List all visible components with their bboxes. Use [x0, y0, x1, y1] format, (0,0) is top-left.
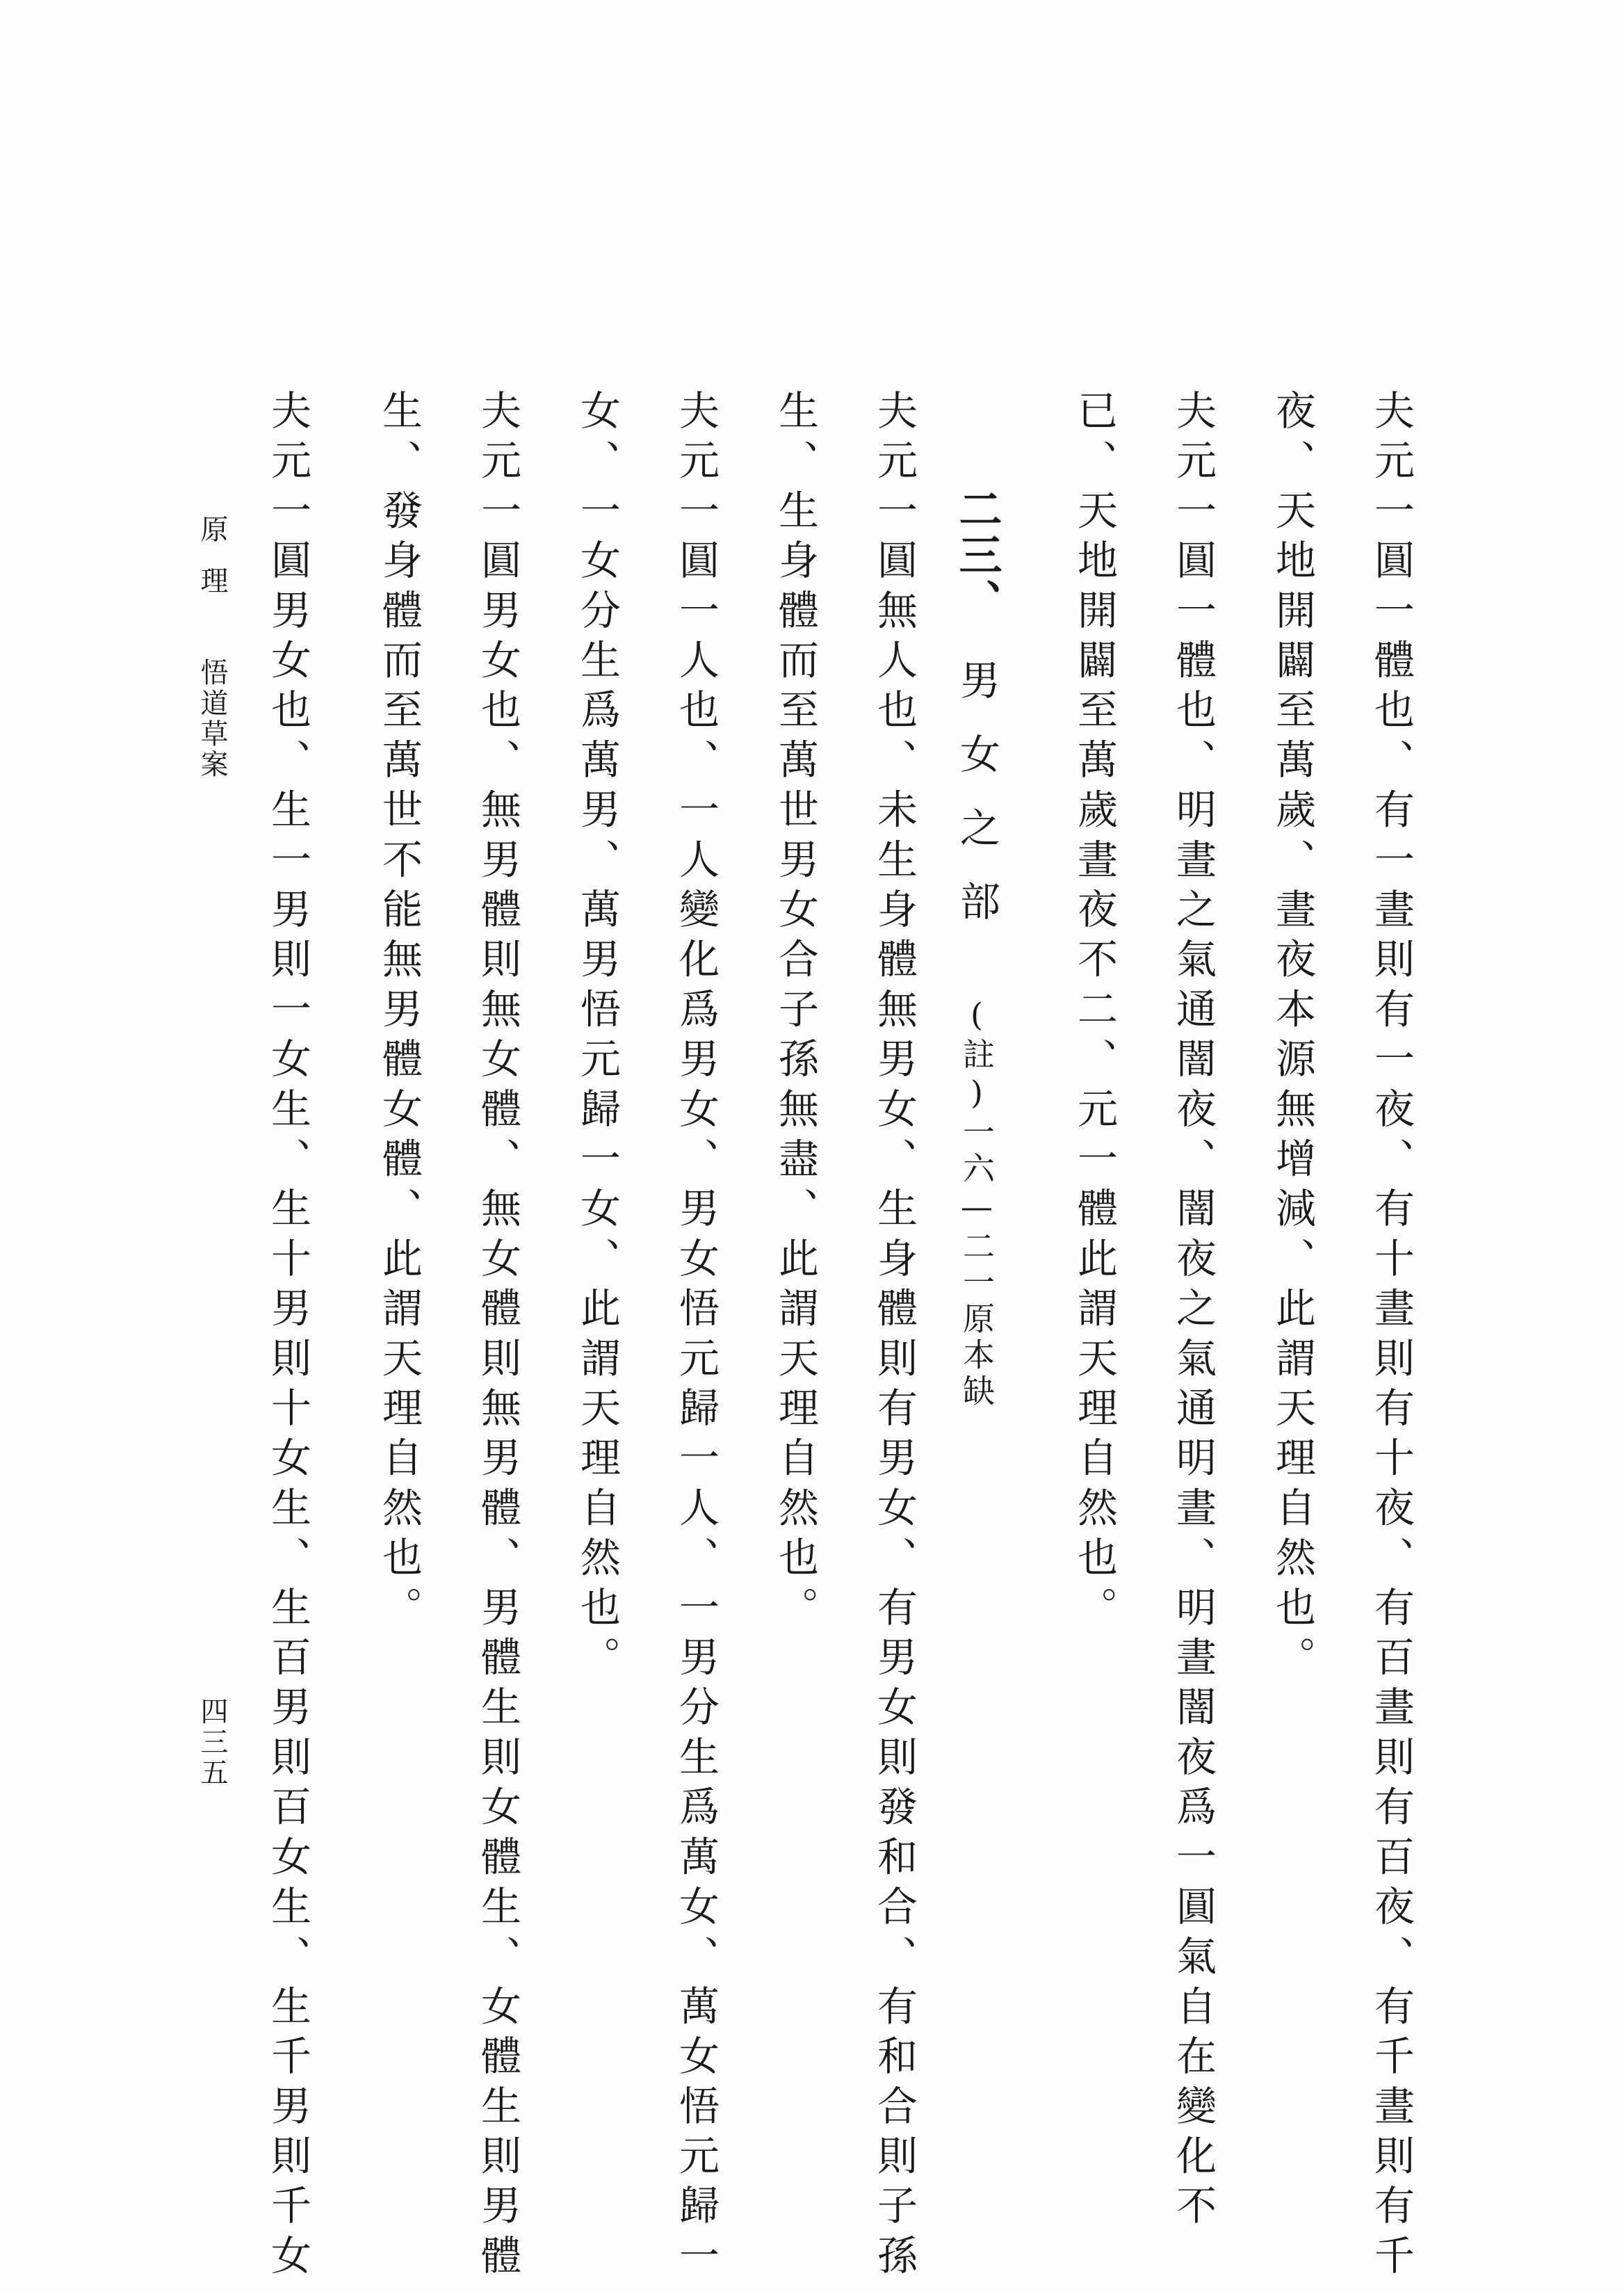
text-column-5: 夫元一圓無人也、未生身體無男女、生身體則有男女、有男女則發和合、有和合則子孫: [870, 389, 918, 2284]
text-column-3: 夫元一圓一體也、明晝之氣通闇夜、闇夜之氣通明晝、明晝闇夜爲一圓氣自在變化不: [1169, 389, 1217, 2234]
text-column-1: 夫元一圓一體也、有一晝則有一夜、有十晝則有十夜、有百晝則有百夜、有千晝則有千: [1367, 389, 1415, 2284]
section-title: 男女之部: [953, 659, 1000, 954]
running-footer-section: 原理: [196, 515, 228, 618]
section-number: 二三、: [952, 487, 1002, 624]
running-footer: [198, 515, 226, 780]
text-column-11: 夫元一圓男女也、生一男則一女生、生十男則十女生、生百男則百女生、生千男則千女: [264, 389, 311, 2284]
section-heading: [952, 487, 1002, 1410]
text-column-9: 夫元一圓男女也、無男體則無女體、無女體則無男體、男體生則女體生、女體生則男體: [474, 389, 521, 2284]
text-column-2: 夜、天地開闢至萬歲、晝夜本源無增減、此謂天理自然也。: [1269, 389, 1316, 1686]
text-column-4: 已、天地開闢至萬歲晝夜不二、元一體此謂天理自然也。: [1071, 389, 1118, 1636]
text-column-10: 生、發身體而至萬世不能無男體女體、此謂天理自然也。: [375, 389, 423, 1636]
text-column-6: 生、生身體而至萬世男女合子孫無盡、此謂天理自然也。: [772, 389, 819, 1636]
page-number: 四三五: [196, 1697, 228, 1789]
section-note: (註)一六—二一原本缺: [958, 996, 996, 1410]
running-footer-title: 悟道草案: [196, 658, 228, 780]
text-column-7: 夫元一圓一人也、一人變化爲男女、男女悟元歸一人、一男分生爲萬女、萬女悟元歸一: [672, 389, 720, 2284]
text-column-8: 女、一女分生爲萬男、萬男悟元歸一女、此謂天理自然也。: [574, 389, 621, 1686]
